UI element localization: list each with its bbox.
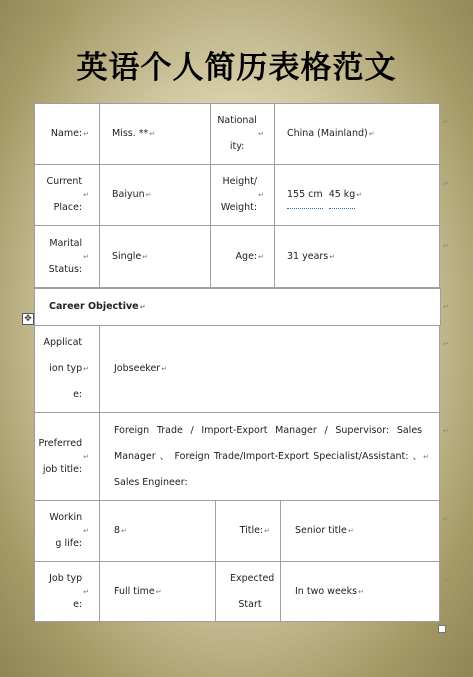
cell-end-mark: ↵	[155, 587, 162, 596]
height-weight-label: Height/ Weight:	[220, 176, 258, 213]
weight-value: 45 kg	[329, 182, 356, 209]
current-place-value: Baiyun	[112, 189, 145, 200]
career-objective-cell[interactable]	[34, 288, 441, 326]
cell-end-mark: ↵	[161, 365, 168, 373]
cell-end-mark: ↵	[83, 252, 89, 261]
age-label-cell[interactable]	[210, 225, 275, 288]
marital-label-cell[interactable]	[34, 225, 100, 288]
marital-value: Single	[112, 250, 142, 262]
job-type-label: Job type:	[49, 572, 83, 610]
age-label: Age:	[235, 250, 258, 262]
age-value-cell[interactable]	[274, 225, 440, 288]
current-place-label-cell[interactable]	[34, 164, 100, 226]
expected-start-value: In two weeks	[295, 585, 358, 597]
job-type-label-cell[interactable]	[34, 561, 100, 622]
cell-end-mark: ↵	[329, 252, 336, 261]
cell-end-mark: ↵	[149, 130, 156, 138]
job-type-value: Full time	[114, 585, 155, 597]
career-objective-heading: Career Objective	[49, 301, 139, 312]
name-label: Name:	[50, 128, 83, 139]
cell-end-mark: ↵	[142, 252, 149, 261]
title-value-cell[interactable]	[280, 500, 440, 562]
preferred-job-label-cell[interactable]	[34, 412, 100, 501]
application-type-value: Jobseeker	[114, 363, 161, 374]
title-value: Senior title	[295, 525, 347, 536]
nationality-label-cell[interactable]	[210, 103, 275, 165]
title-label: Title:	[239, 525, 264, 536]
row-end-mark: ↵	[443, 427, 449, 435]
expected-start-value-cell[interactable]	[280, 561, 440, 622]
application-type-value-cell[interactable]	[99, 325, 440, 413]
cell-end-mark: ↵	[347, 527, 354, 535]
current-place-label: Current Place:	[46, 176, 83, 213]
cell-end-mark: ↵	[356, 191, 363, 199]
cell-end-mark: ↵	[368, 130, 375, 138]
nationality-value-cell[interactable]	[274, 103, 440, 165]
cell-end-mark: ↵	[121, 527, 127, 535]
cell-end-mark: ↵	[258, 191, 264, 199]
title-label-cell[interactable]	[215, 500, 281, 562]
cell-end-mark: ↵	[423, 452, 429, 461]
row-end-mark: ↵	[443, 180, 449, 188]
table-move-handle[interactable]: ✥	[22, 313, 34, 325]
name-value-cell[interactable]	[99, 103, 211, 165]
height-weight-label-cell[interactable]	[210, 164, 275, 226]
age-value: 31 years	[287, 250, 329, 262]
cell-end-mark: ↵	[145, 191, 152, 199]
cell-end-mark: ↵	[83, 130, 89, 138]
table-resize-handle[interactable]	[438, 625, 446, 633]
cell-end-mark: ↵	[358, 587, 364, 596]
job-type-value-cell[interactable]	[99, 561, 216, 622]
cell-end-mark: ↵	[83, 191, 89, 199]
working-life-value-cell[interactable]	[99, 500, 216, 562]
marital-value-cell[interactable]	[99, 225, 211, 288]
expected-start-label-cell[interactable]	[215, 561, 281, 622]
row-end-mark: ↵	[443, 515, 449, 523]
expected-start-label: Expected Start	[230, 572, 275, 610]
working-life-value: 8	[114, 525, 121, 536]
cell-end-mark: ↵	[139, 303, 146, 311]
height-value: 155 cm	[287, 182, 323, 209]
application-type-label: Application type:	[43, 337, 83, 400]
row-end-mark: ↵	[443, 576, 449, 584]
cell-end-mark: ↵	[258, 252, 264, 261]
preferred-job-label: Preferred job title:	[38, 437, 83, 475]
nationality-label: Nationality:	[217, 115, 257, 152]
working-life-label-cell[interactable]	[34, 500, 100, 562]
row-end-mark: ↵	[443, 340, 449, 348]
row-end-mark: ↵	[443, 118, 449, 126]
nationality-value: China (Mainland)	[287, 128, 368, 139]
marital-label: Marital Status:	[48, 237, 83, 275]
current-place-value-cell[interactable]	[99, 164, 211, 226]
cell-end-mark: ↵	[83, 527, 89, 535]
cell-end-mark: ↵	[83, 365, 89, 373]
row-end-mark: ↵	[443, 303, 449, 311]
preferred-job-value: Foreign Trade / Import-Export Manager / Supervisor: Sales Manager 、 Foreign Trade/Import-Export Specialist/Assistant: 、 Sales Engineer:	[114, 424, 423, 488]
cell-end-mark: ↵	[83, 452, 89, 461]
name-value: Miss. **	[112, 128, 149, 139]
application-type-label-cell[interactable]	[34, 325, 100, 413]
preferred-job-value-cell[interactable]	[99, 412, 440, 501]
height-weight-value-cell[interactable]	[274, 164, 440, 226]
cell-end-mark: ↵	[83, 587, 89, 596]
name-label-cell[interactable]	[34, 103, 100, 165]
cell-end-mark: ↵	[258, 130, 264, 138]
cell-end-mark: ↵	[264, 527, 270, 535]
document-title: 英语个人简历表格范文	[76, 50, 397, 86]
row-end-mark: ↵	[443, 242, 449, 250]
working-life-label: Working life:	[49, 512, 83, 549]
